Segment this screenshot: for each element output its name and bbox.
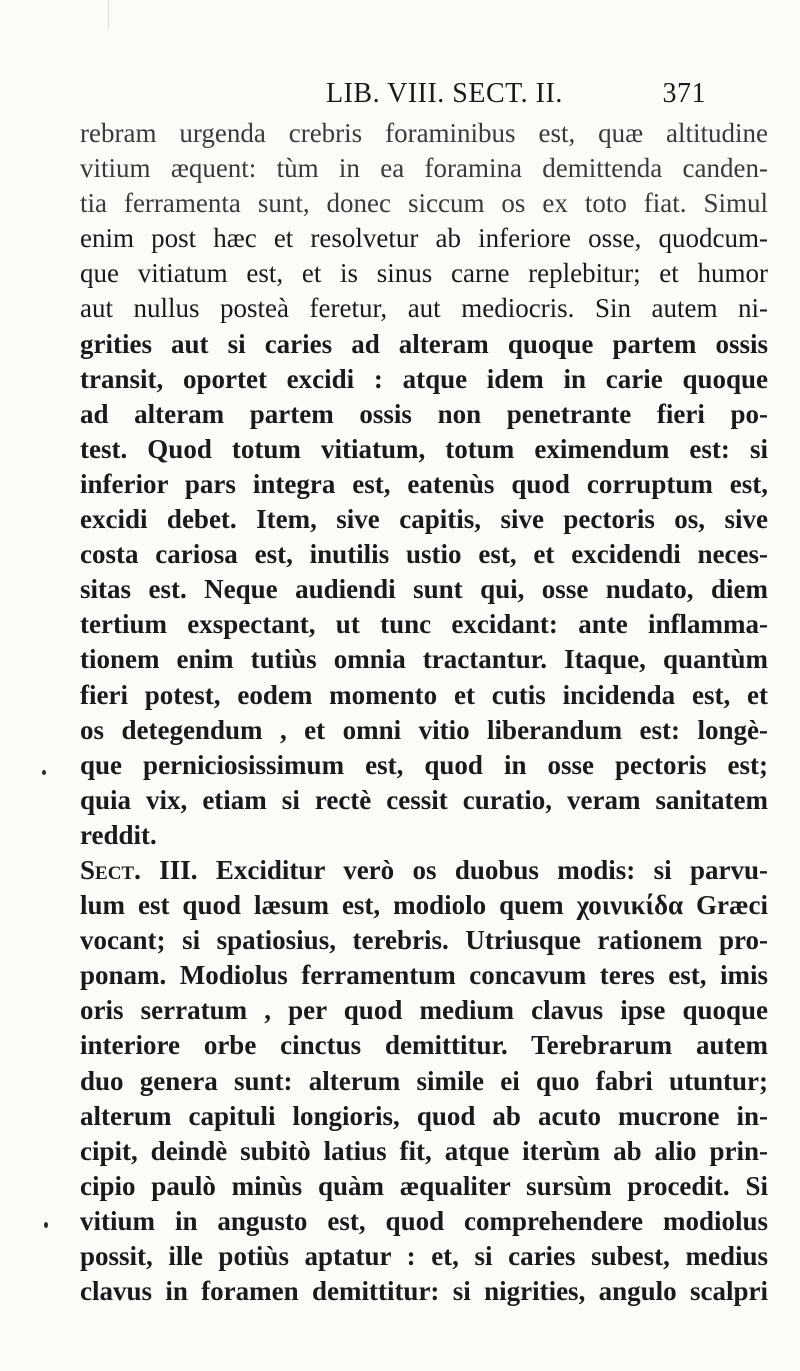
text-line: vocant; si spatiosius, terebris. Utriusque rationem pro- xyxy=(80,925,768,956)
text-line: oris serratum , per quod medium clavus ipse quoque xyxy=(80,995,768,1026)
section-first-line xyxy=(80,853,768,888)
text-line: excidi debet. Item, sive capitis, sive pectoris os, sive xyxy=(80,504,768,535)
text-line: duo genera sunt: alterum simile ei quo fabri utuntur; xyxy=(80,1065,768,1096)
text-line: transit, oportet excidi : atque idem in carie quoque xyxy=(80,363,768,394)
text-line: fieri potest, eodem momento et cutis incidenda est, et xyxy=(80,679,768,710)
text-line: tionem enim tutiùs omnia tractantur. Itaque, quantùm xyxy=(80,644,768,675)
page-number: 371 xyxy=(662,78,706,109)
text-line: reddit. xyxy=(80,819,157,850)
running-head xyxy=(326,78,706,118)
text-line: que perniciosissimum est, quod in osse pectoris est; xyxy=(80,749,768,780)
text-line: interiore orbe cinctus demittitur. Terebrarum autem xyxy=(80,1030,768,1061)
body-text xyxy=(80,116,768,1309)
text-line: enim post hæc et resolvetur ab inferiore osse, quodcum- xyxy=(80,223,768,254)
text-line: cipio paulò minùs quàm æqualiter sursùm procedit. Si xyxy=(80,1170,768,1201)
text-line: cipit, deindè subitò latius fit, atque iterùm ab alio prin- xyxy=(80,1135,768,1166)
text-line: rebram urgenda crebris foraminibus est, quæ altitudine xyxy=(80,118,768,148)
text-line: tertium exspectant, ut tunc excidant: ante inflamma- xyxy=(80,609,768,640)
text-line: Exciditur verò os duobus modis: si parvu- xyxy=(215,854,769,885)
text-line: vitium æquent: tùm in ea foramina demittenda canden- xyxy=(80,153,768,184)
text-line: alterum capituli longioris, quod ab acuto mucrone in- xyxy=(80,1100,768,1131)
text-line: aut nullus posteà feretur, aut mediocris. Sin autem ni- xyxy=(80,293,768,324)
section-label: Sect. III. xyxy=(80,854,198,885)
text-line: costa cariosa est, inutilis ustio est, et excidendi neces- xyxy=(80,539,768,570)
ink-speck xyxy=(42,770,46,775)
text-line: clavus in foramen demittitur: si nigrities, angulo scalpri xyxy=(80,1276,768,1307)
text-line: que vitiatum est, et is sinus carne replebitur; et humor xyxy=(80,258,768,289)
text-line: ponam. Modiolus ferramentum concavum teres est, imis xyxy=(80,960,768,991)
text-line: sitas est. Neque audiendi sunt qui, osse nudato, diem xyxy=(80,574,768,605)
text-line: grities aut si caries ad alteram quoque partem ossis xyxy=(80,328,768,359)
page-fold-mark xyxy=(108,0,109,30)
ink-speck xyxy=(44,1222,48,1228)
text-line: inferior pars integra est, eatenùs quod corruptum est, xyxy=(80,468,768,499)
text-line: os detegendum , et omni vitio liberandum est: longè- xyxy=(80,714,768,745)
text-line: lum est quod læsum est, modiolo quem χοινικίδα Græci xyxy=(80,890,768,921)
running-head-title: LIB. VIII. SECT. II. xyxy=(326,78,563,109)
text-line: vitium in angusto est, quod comprehendere modiolus xyxy=(80,1205,768,1236)
text-line: tia ferramenta sunt, donec siccum os ex toto fiat. Simul xyxy=(80,188,768,219)
text-line: test. Quod totum vitiatum, totum eximendum est: si xyxy=(80,433,768,464)
text-line: ad alteram partem ossis non penetrante fieri po- xyxy=(80,398,768,429)
text-line: possit, ille potiùs aptatur : et, si caries subest, medius xyxy=(80,1241,768,1271)
text-line: quia vix, etiam si rectè cessit curatio, veram sanitatem xyxy=(80,784,768,815)
